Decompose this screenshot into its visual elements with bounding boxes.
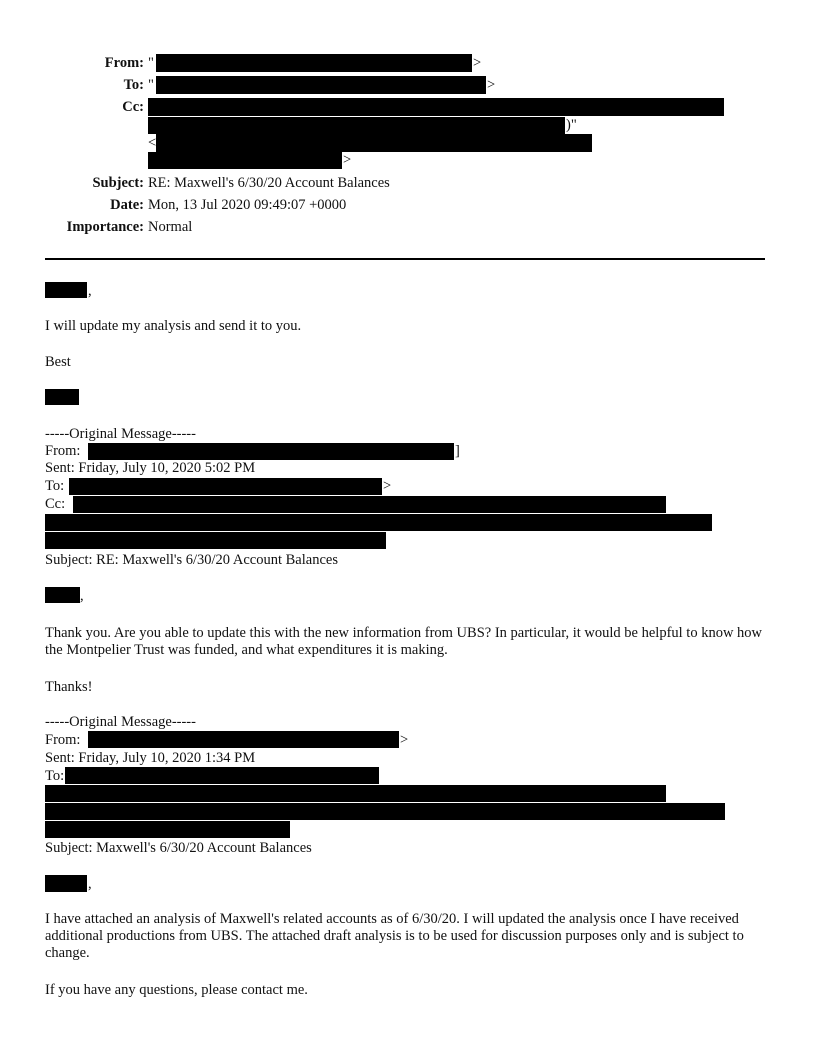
reply-closing: Best — [45, 354, 71, 370]
subject-line: Subject: RE: Maxwell's 6/30/20 Account Balances — [45, 552, 338, 568]
sent-line: Sent: Friday, July 10, 2020 1:34 PM — [45, 750, 256, 766]
cc-close-bracket: > — [343, 152, 352, 168]
redaction-box — [45, 875, 87, 892]
from-close-bracket: > — [400, 732, 409, 748]
redaction-box — [45, 785, 666, 802]
redaction-box — [73, 496, 666, 513]
to-close-bracket: > — [487, 77, 496, 93]
from-open-quote: " — [148, 55, 154, 71]
greeting-comma: , — [88, 876, 92, 892]
redaction-box — [148, 98, 724, 116]
header-divider — [45, 258, 765, 260]
redaction-box — [148, 117, 565, 134]
greeting-comma: , — [80, 588, 84, 604]
to-label: To: — [45, 478, 65, 494]
message-closing: Thanks! — [45, 679, 93, 695]
redaction-box — [45, 803, 725, 820]
subject-value: RE: Maxwell's 6/30/20 Account Balances — [148, 175, 390, 191]
date-label: Date: — [110, 197, 144, 213]
redaction-box — [45, 587, 80, 603]
date-value: Mon, 13 Jul 2020 09:49:07 +0000 — [148, 197, 347, 213]
redaction-box — [156, 54, 472, 72]
redaction-box — [45, 532, 386, 549]
cc-label: Cc: — [45, 496, 66, 512]
from-label: From: — [45, 443, 81, 459]
message-closing: If you have any questions, please contact me. — [45, 982, 308, 998]
redaction-box — [156, 134, 592, 152]
original-divider: -----Original Message----- — [45, 426, 196, 442]
redaction-box — [156, 76, 486, 94]
to-label: To: — [123, 77, 144, 93]
redaction-box — [88, 443, 454, 460]
importance-label: Importance: — [66, 219, 144, 235]
to-close-bracket: > — [383, 478, 392, 494]
redaction-box — [45, 282, 87, 298]
redaction-box — [148, 152, 342, 169]
redaction-box — [69, 478, 382, 495]
cc-open-bracket: < — [148, 135, 157, 151]
subject-line: Subject: Maxwell's 6/30/20 Account Balances — [45, 840, 312, 856]
redaction-box — [45, 389, 79, 405]
from-label: From: — [45, 732, 81, 748]
importance-value: Normal — [148, 219, 193, 235]
redaction-box — [45, 821, 290, 838]
from-close-bracket: > — [473, 55, 482, 71]
message-body: I have attached an analysis of Maxwell's related accounts as of 6/30/20. I will updated the analysis once I have received additional productions from UBS. The attached draft analysis is to be used for discussion purposes only and is subject to change. — [45, 911, 744, 961]
cc-label: Cc: — [122, 99, 144, 115]
reply-body: I will update my analysis and send it to you. — [45, 318, 302, 334]
from-close-bracket: ] — [455, 443, 460, 459]
subject-label: Subject: — [92, 175, 144, 191]
to-open-quote: " — [148, 77, 154, 93]
message-body: Thank you. Are you able to update this with the new information from UBS? In particular, it would be helpful to know how the Montpelier Trust was funded, and what expenditures it is making. — [45, 625, 763, 658]
redaction-box — [45, 514, 712, 531]
from-label: From: — [104, 55, 144, 71]
cc-close-text: )" — [566, 117, 577, 133]
greeting-comma: , — [88, 283, 92, 299]
redaction-box — [88, 731, 399, 748]
redaction-box — [65, 767, 379, 784]
to-label: To: — [45, 768, 65, 784]
original-divider: -----Original Message----- — [45, 714, 196, 730]
sent-line: Sent: Friday, July 10, 2020 5:02 PM — [45, 460, 256, 476]
